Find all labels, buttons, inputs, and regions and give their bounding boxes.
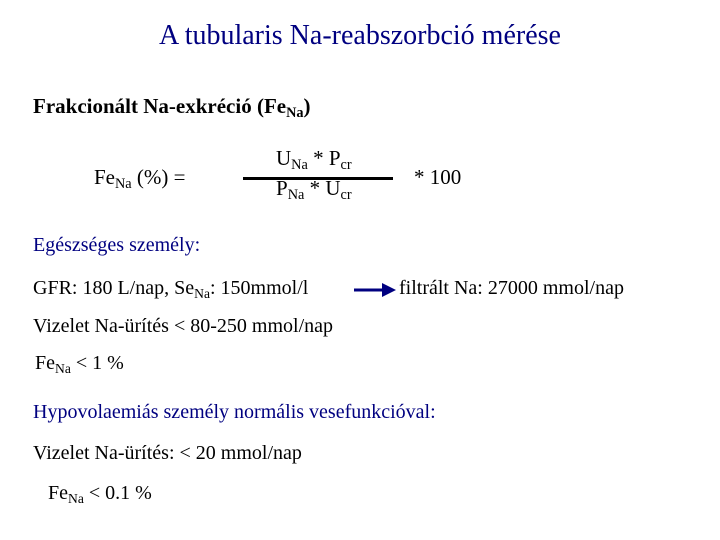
gfr-sub: Na [194, 285, 210, 301]
hypovolemic-section-label: Hypovolaemiás személy normális vesefunkcióval: [33, 401, 436, 423]
formula-lhs-sub: Na [115, 175, 132, 192]
formula-lhs-end: (%) = [131, 165, 186, 189]
denominator-b-sub: cr [340, 186, 352, 203]
numerator-a: U [276, 146, 292, 170]
gfr-end: : 150mmol/l [209, 277, 309, 299]
numerator-b-sub: cr [340, 156, 352, 173]
hypovolemic-fena-end: < 0.1 % [83, 482, 152, 504]
right-arrow-icon [352, 280, 397, 300]
denominator-mid: * U [304, 176, 341, 200]
gfr-line [33, 277, 308, 300]
hypovolemic-fena [48, 482, 152, 505]
denominator-a: P [276, 176, 288, 200]
hypovolemic-fena-main: Fe [48, 482, 68, 504]
heading-end: ) [303, 94, 311, 118]
healthy-fena-main: Fe [35, 352, 55, 374]
numerator-mid: * P [307, 146, 341, 170]
heading-text: Frakcionált Na-exkréció (Fe [33, 94, 287, 118]
hypovolemic-fena-sub: Na [68, 490, 84, 506]
formula-numerator [276, 146, 352, 171]
filtered-sodium: filtrált Na: 27000 mmol/nap [399, 277, 624, 299]
healthy-fena [35, 352, 124, 375]
formula-denominator [276, 176, 352, 201]
healthy-urine-excretion: Vizelet Na-ürítés < 80-250 mmol/nap [33, 315, 333, 337]
numerator-a-sub: Na [291, 156, 308, 173]
denominator-a-sub: Na [287, 186, 305, 203]
heading-subscript: Na [286, 104, 304, 121]
section-heading-fena [33, 94, 311, 119]
healthy-fena-sub: Na [55, 360, 71, 376]
gfr-text: GFR: 180 L/nap, Se [33, 277, 195, 299]
formula-multiplier: * 100 [414, 165, 462, 189]
healthy-fena-end: < 1 % [70, 352, 124, 374]
page-title: A tubularis Na-reabszorbció mérése [159, 20, 561, 51]
formula-lhs-main: Fe [94, 165, 115, 189]
hypovolemic-urine-excretion: Vizelet Na-ürítés: < 20 mmol/nap [33, 442, 302, 464]
formula-lhs [94, 165, 185, 190]
healthy-section-label: Egészséges személy: [33, 234, 201, 256]
